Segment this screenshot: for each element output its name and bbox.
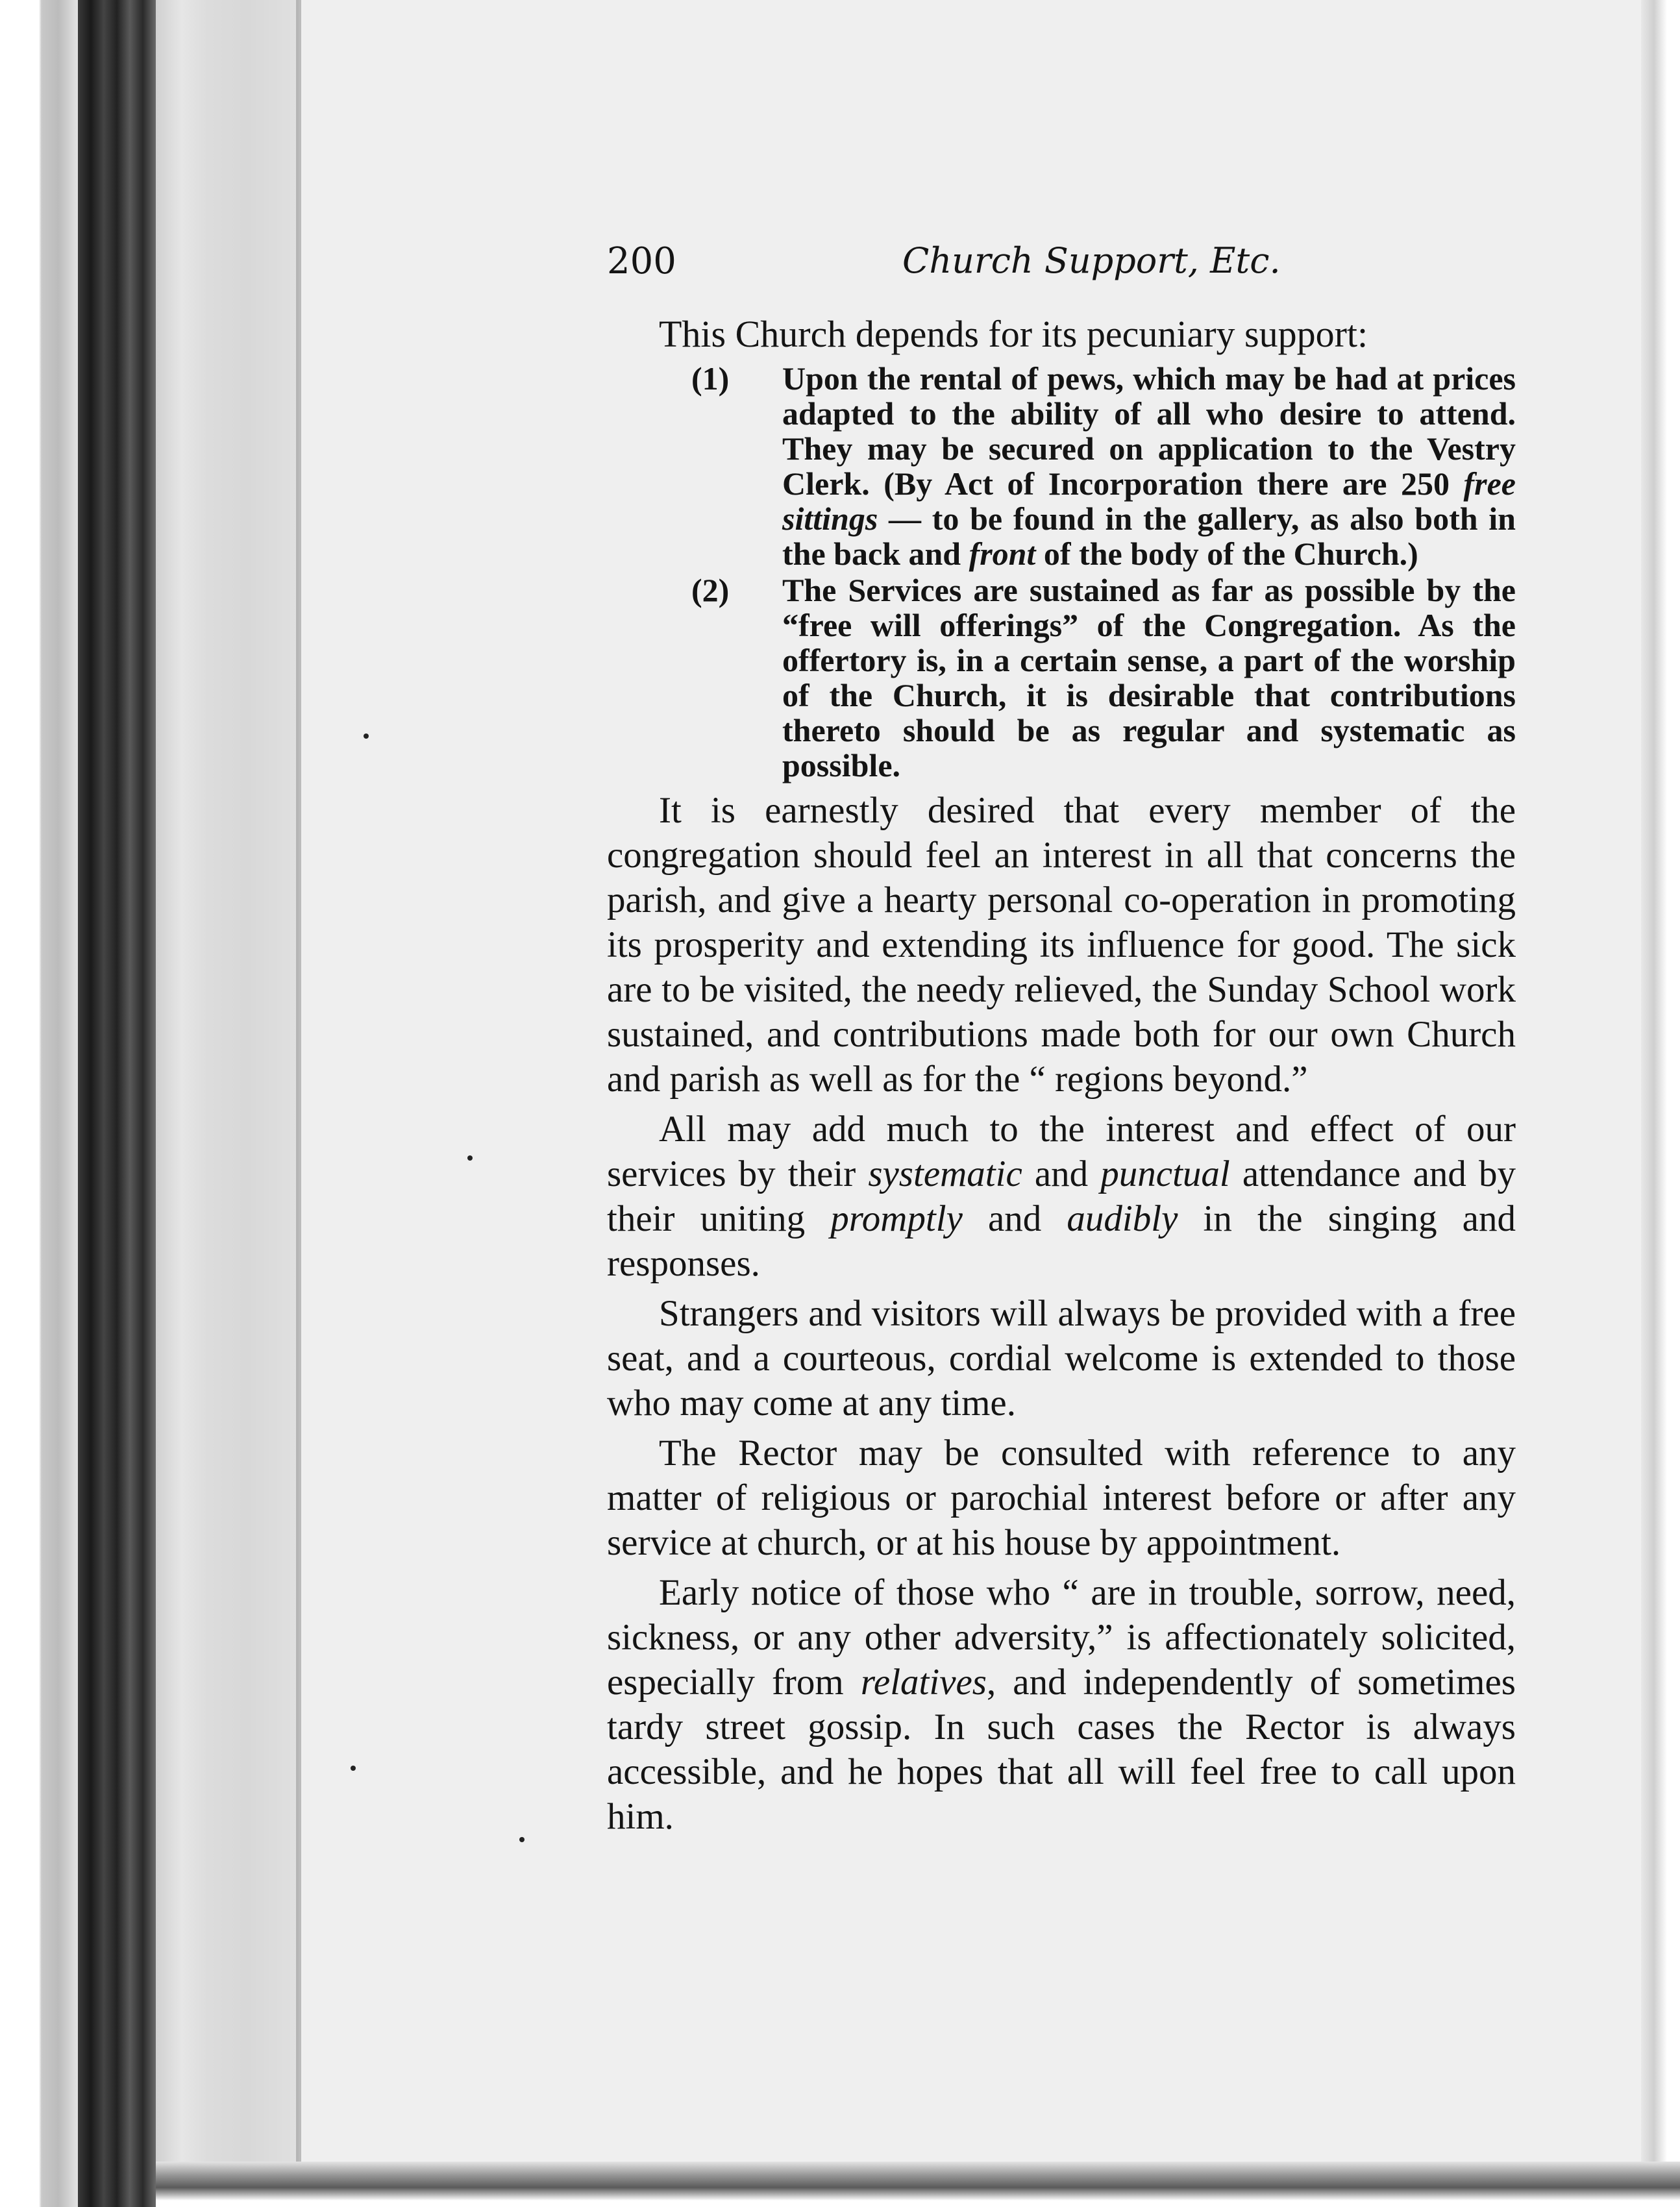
paragraph-text: in the singing and responses. [607,1198,1516,1284]
book-binding [78,0,156,2207]
paragraph-emphasis: punctual [1100,1153,1230,1194]
running-head [607,240,1516,286]
body-paragraph [607,1107,1516,1286]
list-item [607,573,1516,783]
list-item-text: The Services are sustained as far as possible by the “free will offerings” of the Congregation. As the offertory is, in a certain sense, a part of the worship of the Church, it is desirable that contributions thereto should be as regular and systematic as possible. [782,572,1516,783]
paragraph-emphasis: systematic [868,1153,1022,1194]
page-text-block [607,240,1516,1843]
paragraph-emphasis: audibly [1067,1198,1178,1239]
paragraph-text: All may add much to the interest and effect of our services by their [607,1109,1516,1194]
list-item-number: (1) [691,360,730,397]
paragraph-text: and [962,1198,1067,1239]
list-item-emphasis: free sittings [782,465,1516,537]
scan-speck [364,734,369,739]
paragraph-text: It is earnestly desired that every member of the congregation should feel an interest in all that concerns the parish, and give a hearty personal co-operation in promoting its prosperity and extending its influence for good. The sick are to be visited, the needy relieved, the Sunday School work sustained, and contributions made both for our own Church and parish as well as for the “ regions beyond.” [607,790,1516,1100]
paragraph-text: Early notice of those who “ are in trouble, sorrow, need, sickness, or any other adversity,” is affectionately solicited, especially from [607,1572,1516,1703]
paragraph-text: , and independently of sometimes tardy street gossip. In such cases the Rector is always accessible, and he hopes that all will feel free to call upon him. [607,1662,1516,1837]
list-item-text: of the body of the Church.) [1035,536,1418,572]
bottom-page-edge [156,2162,1680,2207]
body-paragraph [607,788,1516,1102]
list-item [607,361,1516,571]
list-item-text: — to be found in the gallery, as also both in the back and [782,500,1516,572]
paragraph-text: and [1022,1153,1101,1194]
page-number: 200 [607,240,676,282]
paragraph-emphasis: relatives [860,1662,987,1703]
running-title: Church Support, Etc. [902,240,1281,281]
intro-line: This Church depends for its pecuniary support: [659,313,1368,355]
body-paragraph [607,1570,1516,1839]
list-item-text: Upon the rental of pews, which may be had at prices adapted to the ability of all who desire to attend. They may be secured on application to the Vestry Clerk. (By Act of Incorporation there are 250 [782,360,1516,502]
body-paragraph [607,1431,1516,1565]
list-item-emphasis: front [969,536,1036,572]
scan-speck [351,1766,356,1771]
paragraph-text: Strangers and visitors will always be provided with a free seat, and a courteous, cordial welcome is extended to those who may come at any time. [607,1293,1516,1424]
right-page-edge [1641,0,1680,2207]
support-list [607,361,1516,783]
left-margin [0,0,78,2207]
inner-gutter [156,0,299,2207]
paragraph-text: The Rector may be consulted with reference to any matter of religious or parochial interest before or after any service at church, or at his house by appointment. [607,1433,1516,1563]
page-edge-line [296,0,301,2207]
list-item-number: (2) [691,572,730,608]
body-paragraph [607,1291,1516,1425]
scan-speck [519,1837,525,1842]
paragraph-text: attendance and by their uniting [607,1153,1516,1239]
scan-speck [467,1155,473,1161]
paragraph-emphasis: promptly [830,1198,963,1239]
